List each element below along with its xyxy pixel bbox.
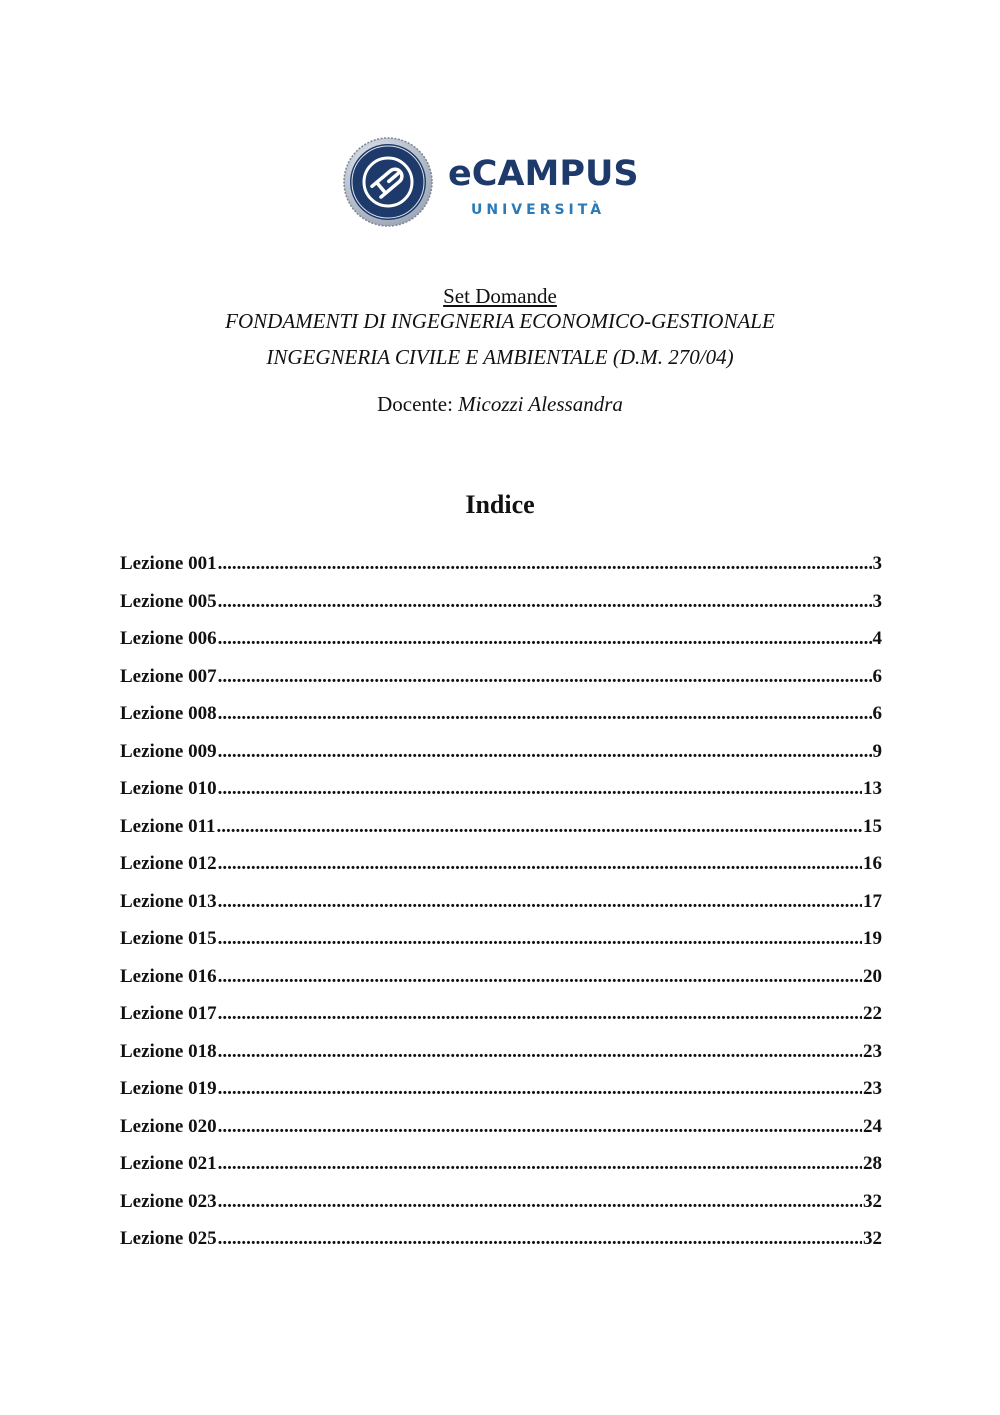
toc-entry-page: 6 [872, 665, 882, 687]
toc-dot-leader [218, 738, 872, 766]
toc-entry-label: Lezione 023 [120, 1190, 217, 1212]
toc-dot-leader [218, 1075, 862, 1103]
toc-entry-label: Lezione 012 [120, 853, 217, 874]
toc-entry[interactable] [120, 625, 882, 663]
toc-entry-label: Lezione 010 [120, 778, 217, 799]
toc-entry-page: 6 [872, 703, 882, 724]
toc-entry-page: 28 [863, 1153, 882, 1174]
toc-entry-page: 17 [863, 890, 882, 912]
course-title: FONDAMENTI DI INGEGNERIA ECONOMICO-GESTIONALE [225, 309, 775, 333]
toc-entry[interactable] [120, 700, 882, 738]
toc-entry-page: 23 [863, 1078, 882, 1099]
toc-entry-label: Lezione 007 [120, 665, 217, 687]
set-title: Set Domande [443, 284, 557, 308]
toc-entry-label: Lezione 021 [120, 1153, 217, 1174]
toc-dot-leader [218, 1188, 862, 1216]
teacher-name: Micozzi Alessandra [458, 392, 623, 416]
toc-entry[interactable] [120, 925, 882, 963]
toc-entry-page: 22 [863, 1003, 882, 1024]
toc-entry-label: Lezione 005 [120, 590, 217, 612]
toc-dot-leader [218, 550, 872, 578]
toc-entry[interactable] [120, 588, 882, 626]
toc-entry-page: 4 [872, 628, 882, 649]
toc-entry-page: 16 [863, 853, 882, 874]
teacher-label: Docente: [377, 392, 453, 416]
toc-entry-page: 3 [872, 590, 882, 612]
toc-entry-label: Lezione 013 [120, 890, 217, 912]
toc-dot-leader [218, 700, 872, 728]
toc-entry[interactable] [120, 850, 882, 888]
toc-entry-label: Lezione 018 [120, 1040, 217, 1062]
toc-dot-leader [218, 1150, 862, 1178]
toc-entry-label: Lezione 015 [120, 928, 217, 949]
toc-entry-page: 32 [863, 1190, 882, 1212]
toc-dot-leader [218, 850, 862, 878]
toc-entry-label: Lezione 009 [120, 740, 217, 762]
toc-entry-label: Lezione 016 [120, 965, 217, 987]
toc-entry[interactable] [120, 1075, 882, 1113]
toc-dot-leader [218, 1225, 862, 1253]
toc-entry-page: 9 [872, 740, 882, 762]
toc-dot-leader [218, 1113, 862, 1141]
toc-dot-leader [218, 775, 862, 803]
toc-entry[interactable] [120, 1113, 882, 1151]
toc-dot-leader [218, 588, 872, 616]
toc-entry-page: 13 [863, 778, 882, 799]
toc-entry[interactable] [120, 1225, 882, 1263]
toc-dot-leader [218, 1000, 862, 1028]
toc-entry-page: 15 [863, 815, 882, 837]
logo-wordmark: eCAMPUS [448, 154, 639, 194]
toc-entry-label: Lezione 017 [120, 1003, 217, 1024]
ecampus-logo [343, 137, 648, 227]
toc-dot-leader [218, 925, 862, 953]
index-title: Indice [465, 490, 535, 519]
toc-entry[interactable] [120, 738, 882, 776]
teacher-line [0, 391, 1000, 417]
document-heading [0, 284, 1000, 438]
toc-entry-page: 32 [863, 1228, 882, 1249]
toc-entry[interactable] [120, 1000, 882, 1038]
toc-entry-page: 20 [863, 965, 882, 987]
toc-dot-leader [218, 663, 872, 691]
toc-entry[interactable] [120, 963, 882, 1001]
table-of-contents [120, 550, 882, 1263]
toc-entry-label: Lezione 008 [120, 703, 217, 724]
logo-subtitle: UNIVERSITÀ [471, 202, 606, 218]
toc-entry-label: Lezione 006 [120, 628, 217, 649]
toc-entry[interactable] [120, 663, 882, 701]
toc-entry[interactable] [120, 550, 882, 588]
toc-entry[interactable] [120, 1038, 882, 1076]
toc-entry-label: Lezione 011 [120, 815, 216, 837]
toc-entry[interactable] [120, 888, 882, 926]
toc-dot-leader [218, 625, 872, 653]
toc-entry[interactable] [120, 775, 882, 813]
toc-entry[interactable] [120, 813, 882, 851]
toc-dot-leader [217, 813, 862, 841]
toc-entry-page: 19 [863, 928, 882, 949]
toc-entry-page: 3 [872, 553, 882, 574]
toc-dot-leader [218, 1038, 862, 1066]
toc-entry[interactable] [120, 1188, 882, 1226]
toc-entry-page: 23 [863, 1040, 882, 1062]
degree-title: INGEGNERIA CIVILE E AMBIENTALE (D.M. 270/04) [266, 345, 734, 369]
toc-entry-page: 24 [863, 1115, 882, 1137]
toc-entry-label: Lezione 001 [120, 553, 217, 574]
toc-entry-label: Lezione 025 [120, 1228, 217, 1249]
toc-entry-label: Lezione 020 [120, 1115, 217, 1137]
toc-entry[interactable] [120, 1150, 882, 1188]
university-seal-icon [343, 137, 433, 227]
toc-dot-leader [218, 963, 862, 991]
toc-entry-label: Lezione 019 [120, 1078, 217, 1099]
toc-dot-leader [218, 888, 862, 916]
